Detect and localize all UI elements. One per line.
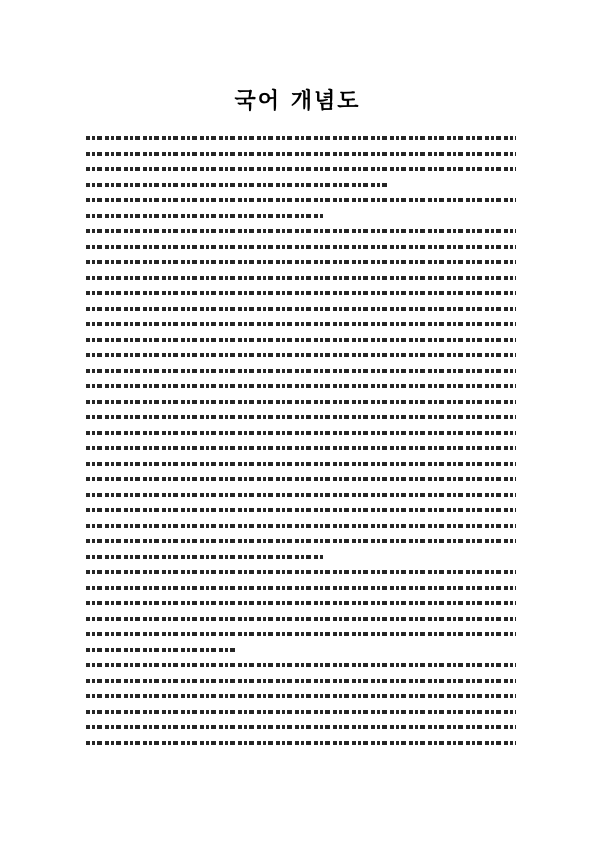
text-line [86, 663, 516, 667]
paragraph [86, 229, 516, 528]
text-line [86, 524, 516, 528]
text-line [86, 260, 516, 264]
text-line [86, 679, 516, 683]
text-line [86, 353, 516, 357]
document-title: 국어 개념도 [234, 89, 361, 114]
text-line [86, 648, 237, 652]
paragraph [86, 136, 516, 187]
text-line [86, 477, 516, 481]
text-line [86, 431, 516, 435]
text-line [86, 322, 516, 326]
text-line [86, 384, 516, 388]
text-line [86, 555, 323, 559]
text-line [86, 725, 516, 729]
text-line [86, 493, 516, 497]
text-line [86, 338, 516, 342]
text-line [86, 539, 516, 543]
text-line [86, 136, 516, 140]
text-line [86, 183, 387, 187]
document-body [86, 136, 516, 756]
text-line [86, 307, 516, 311]
paragraph [86, 198, 516, 218]
text-line [86, 167, 516, 171]
text-line [86, 462, 516, 466]
text-line [86, 291, 516, 295]
text-line [86, 400, 516, 404]
text-line [86, 245, 516, 249]
text-line [86, 276, 516, 280]
text-line [86, 446, 516, 450]
text-line [86, 586, 516, 590]
text-line [86, 601, 516, 605]
text-line [86, 152, 516, 156]
text-line [86, 617, 516, 621]
text-line [86, 508, 516, 512]
text-line [86, 710, 516, 714]
text-line [86, 369, 516, 373]
text-line [86, 632, 516, 636]
text-line [86, 214, 323, 218]
text-line [86, 741, 516, 745]
text-line [86, 694, 516, 698]
paragraph [86, 539, 516, 559]
paragraph [86, 570, 516, 652]
text-line [86, 415, 516, 419]
text-line [86, 198, 516, 202]
text-line [86, 229, 516, 233]
text-line [86, 570, 516, 574]
paragraph [86, 663, 516, 745]
